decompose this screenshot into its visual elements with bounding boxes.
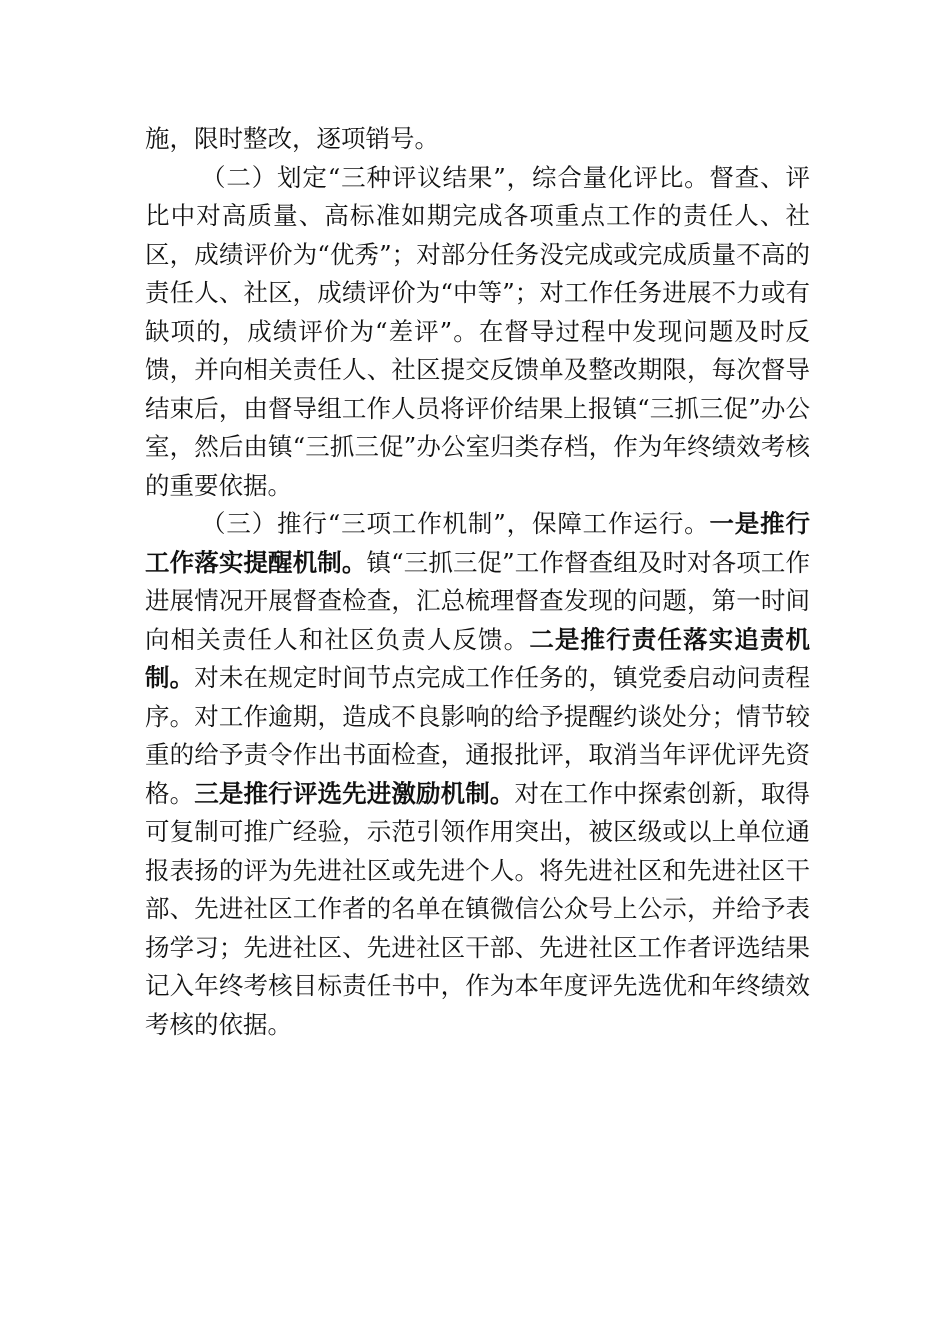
paragraph-text: （二）划定“三种评议结果”，综合量化评比。督查、评比中对高质量、高标准如期完成各项重点工作的责任人、社区，成绩评价为“优秀”；对部分任务没完成或完成质量不高的责任人、社区，成绩评价为“中等”；对工作任务进展不力或有缺项的，成绩评价为“差评”。在督导过程中发现问题及时反馈，并向相关责任人、社区提交反馈单及整改期限，每次督导结束后，由督导组工作人员将评价结果上报镇“三抓三促”办公室，然后由镇“三抓三促”办公室归类存档，作为年终绩效考核的重要依据。 bbox=[145, 162, 810, 500]
paragraph-continuation bbox=[145, 120, 810, 159]
point-two-text: 对未在规定时间节点完成工作任务的，镇党委启动问责程序。对工作逾期，造成不良影响的给予提醒约谈处分；情节较重的给予责令作出书面检查，通报批评，取消当年评优评先资格。 bbox=[145, 663, 811, 808]
paragraph-intro: （三）推行“三项工作机制”，保障工作运行。 bbox=[201, 509, 710, 538]
point-one-heading: 一是推行工作落实提醒机制。 bbox=[145, 509, 810, 577]
paragraph-work-mechanisms bbox=[145, 505, 810, 1044]
point-two-heading: 二是推行责任落实追责机制。 bbox=[145, 624, 811, 692]
paragraph-evaluation-results bbox=[145, 159, 810, 506]
point-one-text: 镇“三抓三促”工作督查组及时对各项工作进展情况开展督查检查，汇总梳理督查发现的问题，第一时间向相关责任人和社区负责人反馈。 bbox=[145, 547, 810, 654]
point-three-heading: 三是推行评选先进激励机制。 bbox=[194, 778, 515, 808]
point-three-text: 对在工作中探索创新，取得可复制可推广经验，示范引领作用突出，被区级或以上单位通报表扬的评为先进社区或先进个人。将先进社区和先进社区干部、先进社区工作者的名单在镇微信公众号上公示，并给予表扬学习；先进社区、先进社区干部、先进社区工作者评选结果记入年终考核目标责任书中，作为本年度评先选优和年终绩效考核的依据。 bbox=[145, 778, 811, 1039]
paragraph-text: 施，限时整改，逐项销号。 bbox=[145, 124, 439, 153]
document-body bbox=[145, 120, 810, 1044]
